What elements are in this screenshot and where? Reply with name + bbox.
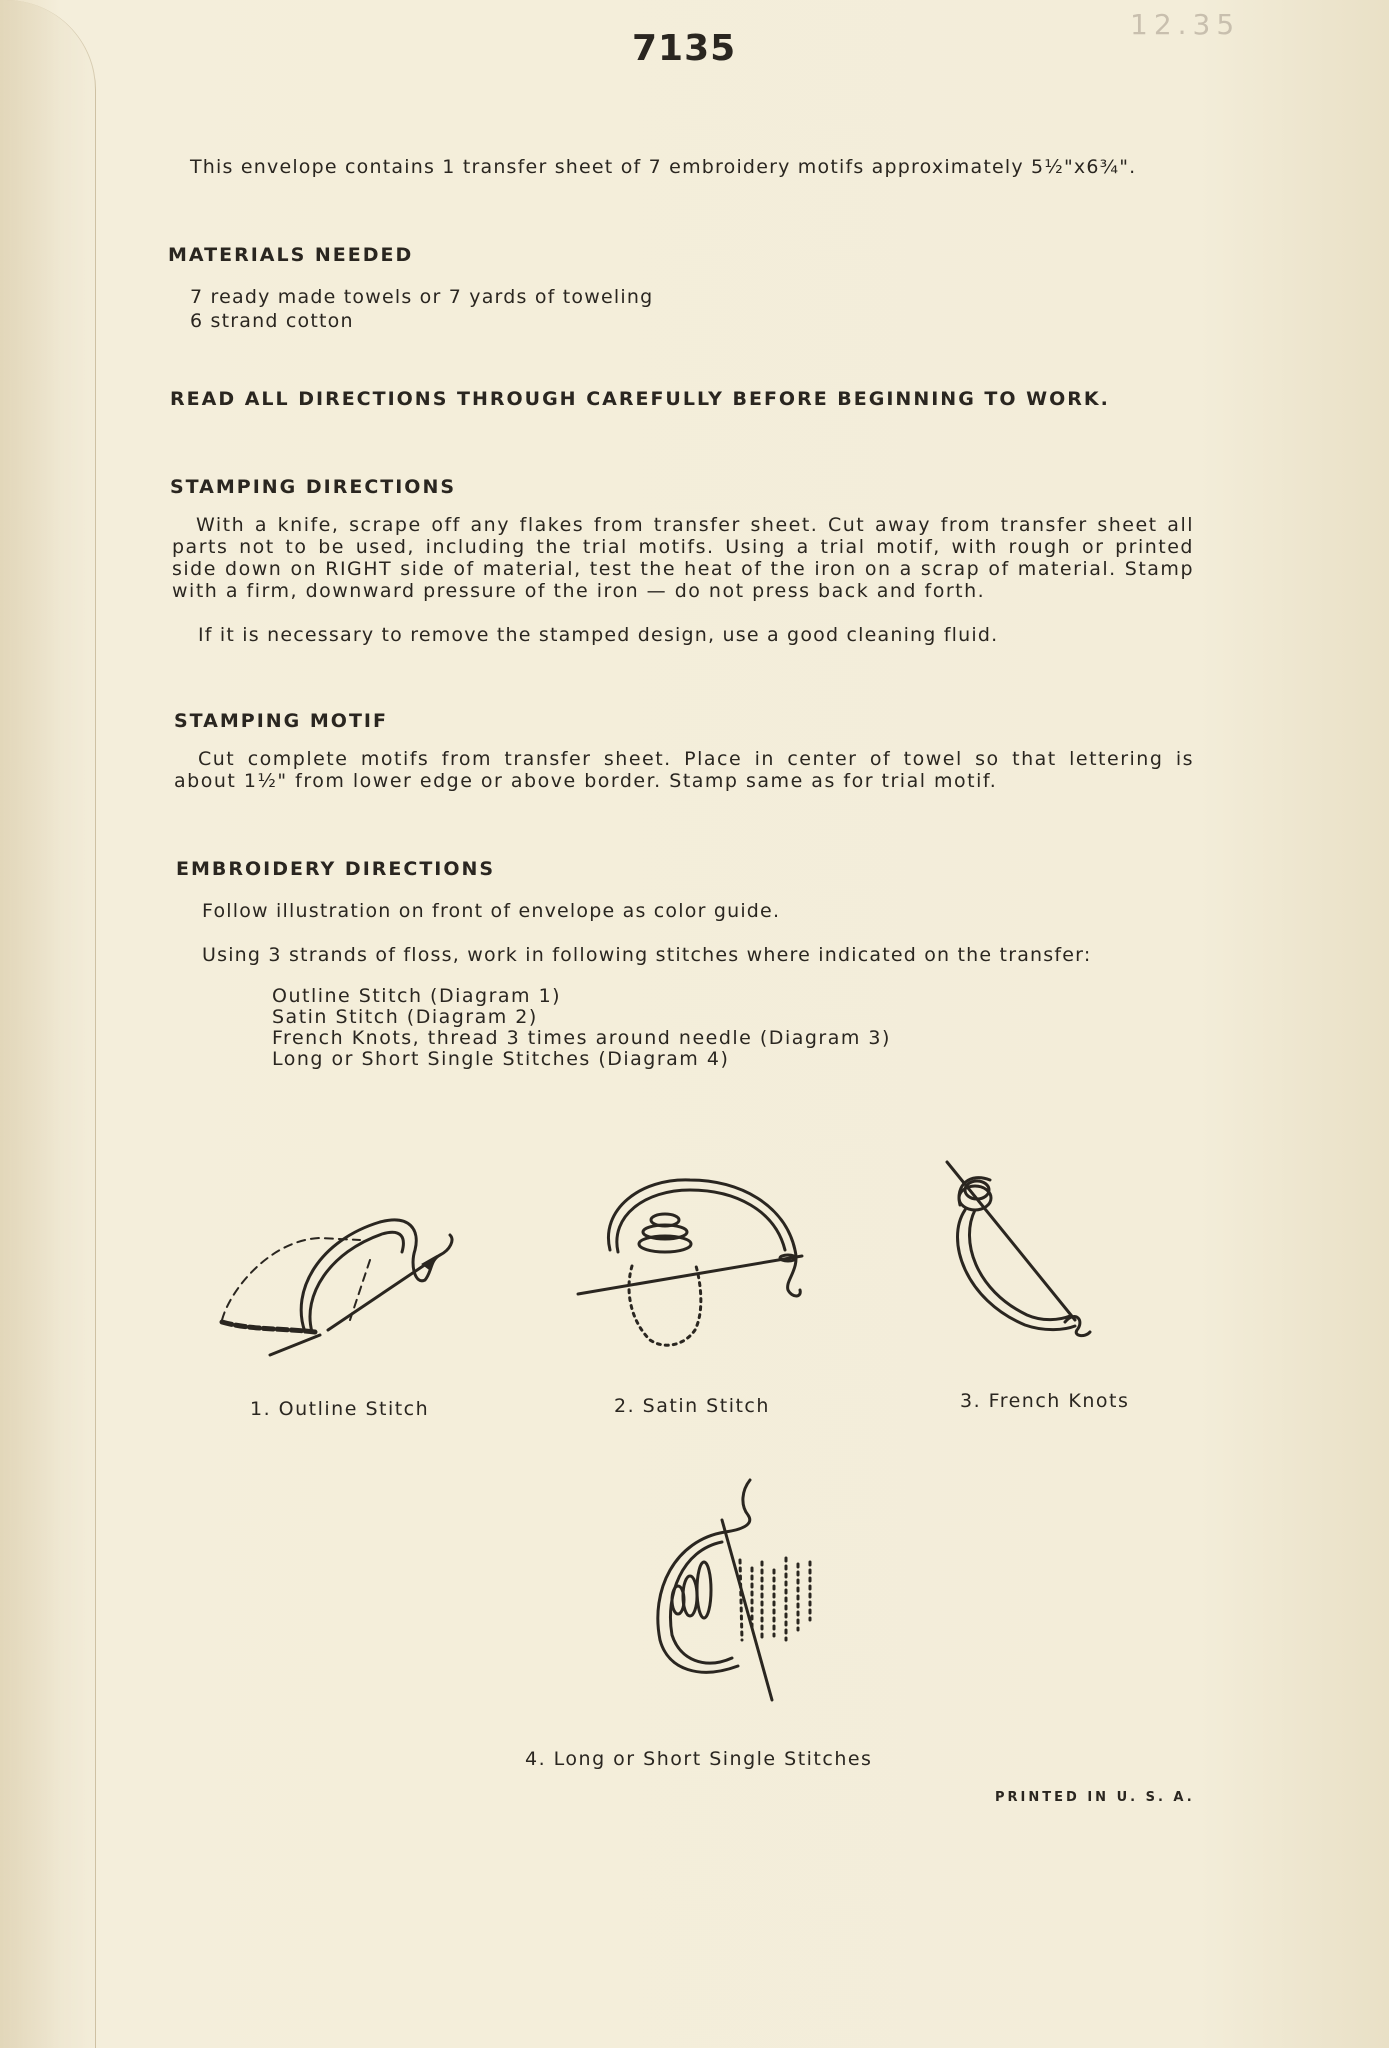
floss-instructions: Using 3 strands of floss, work in following stitches where indicated on the transfer: <box>202 944 1092 966</box>
single-stitches-diagram <box>630 1470 830 1710</box>
printed-in-usa: PRINTED IN U. S. A. <box>995 1790 1195 1805</box>
diagram-caption: 1. Outline Stitch <box>250 1398 430 1420</box>
stamping-directions-text: With a knife, scrape off any flakes from transfer sheet. Cut away from transfer sheet all parts not to be used, including the trial motifs. Using a trial motif, with rough or printed side down on RIGHT side of material, test the heat of the iron on a scrap of material. Stamp with a firm, downward pressure of the iron — do not press back and forth. <box>172 514 1194 602</box>
stitch-list-item: French Knots, thread 3 times around needle (Diagram 3) <box>272 1027 891 1049</box>
pattern-number: 7135 <box>632 28 737 69</box>
embroidery-directions-heading: EMBROIDERY DIRECTIONS <box>176 858 496 880</box>
diagram-caption: 2. Satin Stitch <box>614 1395 770 1417</box>
stamping-directions-paragraph <box>172 514 1194 602</box>
stamping-note: If it is necessary to remove the stamped design, use a good cleaning fluid. <box>198 624 999 646</box>
diagram-caption: 3. French Knots <box>960 1390 1130 1412</box>
stitch-list <box>272 986 891 1070</box>
stamping-directions-heading: STAMPING DIRECTIONS <box>170 476 457 498</box>
materials-item: 6 strand cotton <box>190 310 354 332</box>
envelope-flap-edge <box>0 0 96 2048</box>
french-knots-diagram <box>935 1150 1115 1350</box>
stamping-motif-paragraph <box>174 748 1194 792</box>
intro-text: This envelope contains 1 transfer sheet of 7 embroidery motifs approximately 5½"x6¾". <box>190 156 1137 178</box>
materials-item: 7 ready made towels or 7 yards of toweling <box>190 286 654 308</box>
stitch-list-item: Satin Stitch (Diagram 2) <box>272 1006 538 1028</box>
outline-stitch-diagram <box>210 1200 470 1370</box>
read-all-directions: READ ALL DIRECTIONS THROUGH CAREFULLY BEFORE BEGINNING TO WORK. <box>170 388 1110 410</box>
satin-stitch-diagram <box>570 1170 820 1360</box>
stitch-list-item: Long or Short Single Stitches (Diagram 4) <box>272 1048 730 1070</box>
stamping-motif-text: Cut complete motifs from transfer sheet. Place in center of towel so that lettering is about 1½" from lower edge or above border. Stamp same as for trial motif. <box>174 748 1194 792</box>
diagram-caption: 4. Long or Short Single Stitches <box>525 1748 873 1770</box>
color-guide-text: Follow illustration on front of envelope as color guide. <box>202 900 781 922</box>
handwritten-corner-mark: 12.35 <box>1130 8 1241 41</box>
stamping-motif-heading: STAMPING MOTIF <box>174 710 388 732</box>
materials-heading: MATERIALS NEEDED <box>168 244 414 266</box>
stitch-list-item: Outline Stitch (Diagram 1) <box>272 985 562 1007</box>
